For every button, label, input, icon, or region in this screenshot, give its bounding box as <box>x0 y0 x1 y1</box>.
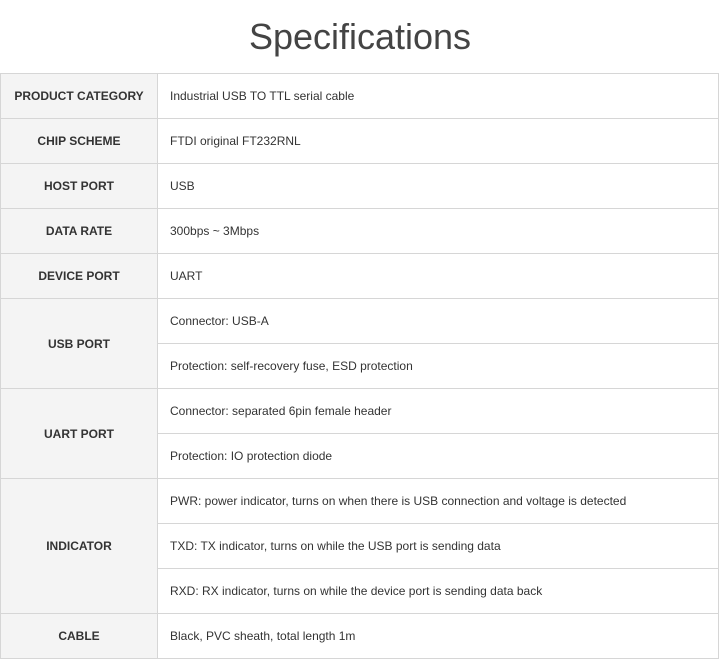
specifications-table <box>0 73 719 659</box>
spec-value: 300bps ~ 3Mbps <box>158 209 719 254</box>
spec-value: UART <box>158 254 719 299</box>
spec-row <box>1 74 719 119</box>
spec-value: RXD: RX indicator, turns on while the device port is sending data back <box>158 569 719 614</box>
spec-label: HOST PORT <box>1 164 158 209</box>
spec-value: PWR: power indicator, turns on when there is USB connection and voltage is detected <box>158 479 719 524</box>
spec-row <box>1 164 719 209</box>
spec-value: Black, PVC sheath, total length 1m <box>158 614 719 659</box>
spec-value: Industrial USB TO TTL serial cable <box>158 74 719 119</box>
spec-label: CABLE <box>1 614 158 659</box>
spec-row <box>1 254 719 299</box>
spec-row <box>1 479 719 524</box>
spec-value: Protection: self-recovery fuse, ESD protection <box>158 344 719 389</box>
spec-value: TXD: TX indicator, turns on while the USB port is sending data <box>158 524 719 569</box>
spec-label: INDICATOR <box>1 479 158 614</box>
spec-label: DEVICE PORT <box>1 254 158 299</box>
spec-row <box>1 119 719 164</box>
spec-label: DATA RATE <box>1 209 158 254</box>
spec-row <box>1 299 719 344</box>
specifications-table-body <box>1 74 719 659</box>
spec-label: CHIP SCHEME <box>1 119 158 164</box>
spec-label: PRODUCT CATEGORY <box>1 74 158 119</box>
spec-row <box>1 209 719 254</box>
spec-row <box>1 614 719 659</box>
spec-value: Protection: IO protection diode <box>158 434 719 479</box>
spec-label: UART PORT <box>1 389 158 479</box>
spec-row <box>1 389 719 434</box>
spec-value: FTDI original FT232RNL <box>158 119 719 164</box>
spec-value: Connector: separated 6pin female header <box>158 389 719 434</box>
spec-value: Connector: USB-A <box>158 299 719 344</box>
spec-value: USB <box>158 164 719 209</box>
spec-label: USB PORT <box>1 299 158 389</box>
page-title: Specifications <box>248 15 472 57</box>
